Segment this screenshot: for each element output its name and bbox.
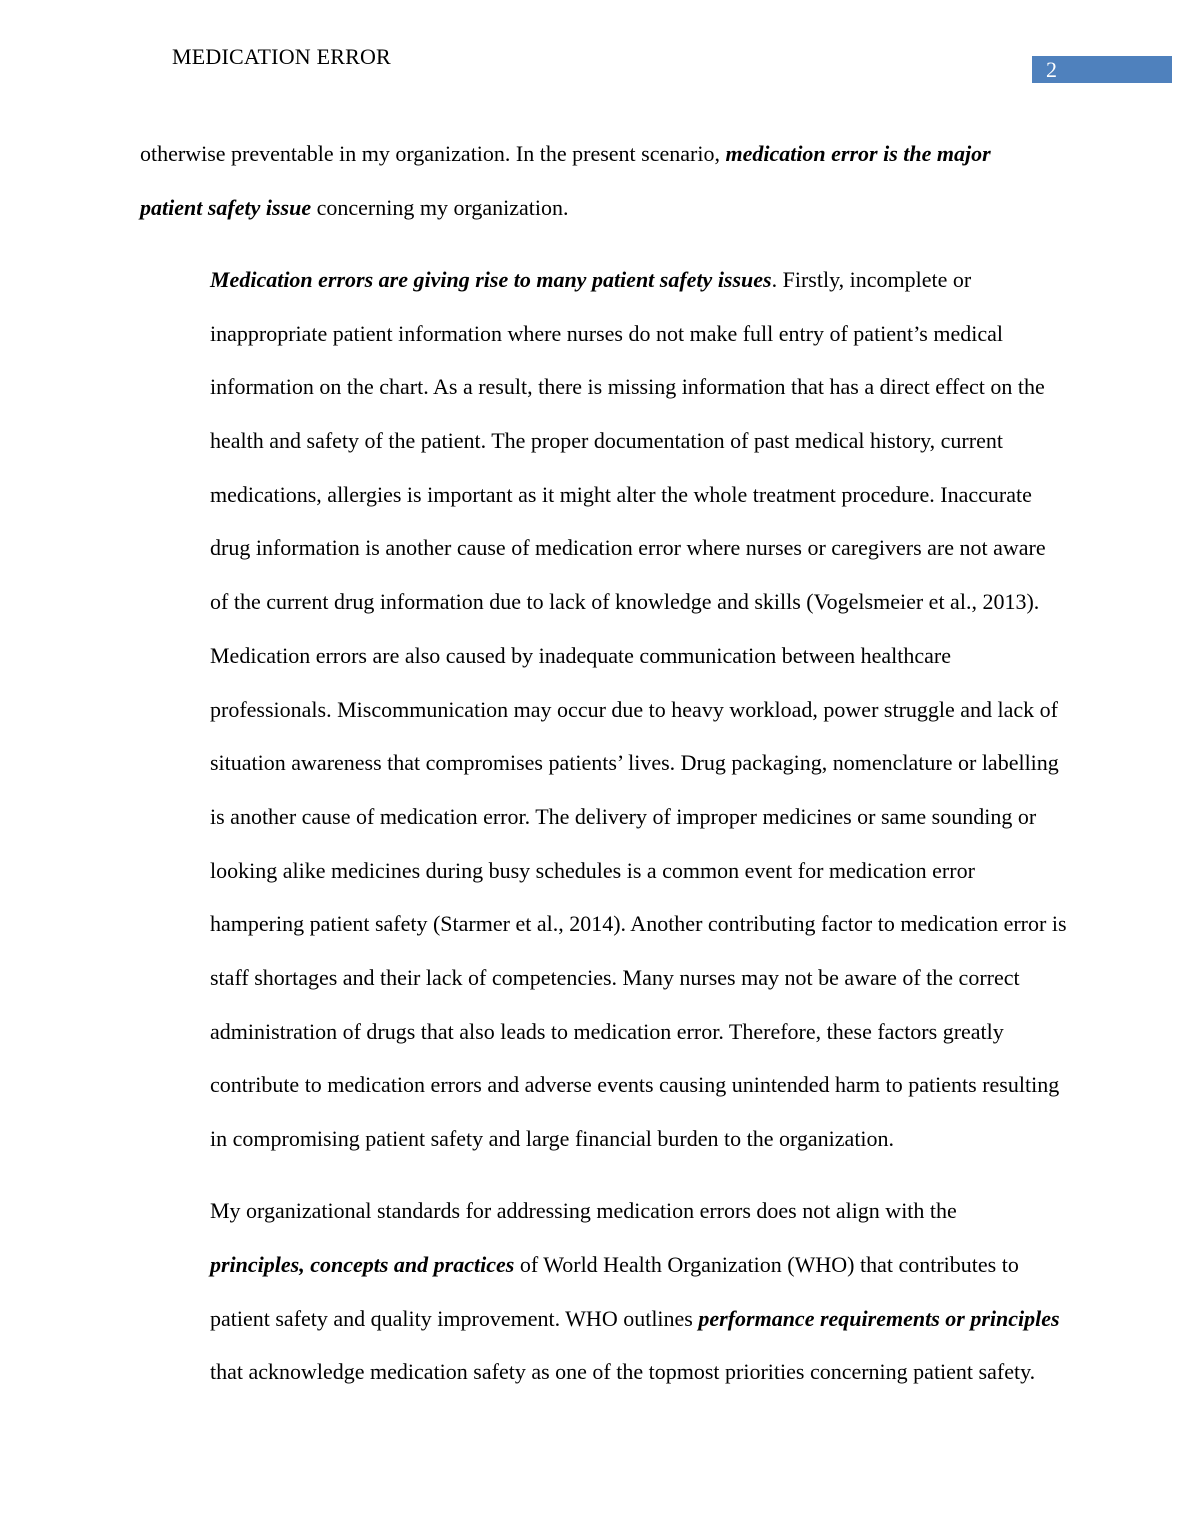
emphasis-run: principles, concepts and practices xyxy=(210,1252,515,1278)
text-line: looking alike medicines during busy schedules is a common event for medication error xyxy=(210,857,975,883)
text-line xyxy=(140,1238,1052,1292)
text-run: . Firstly, incomplete or xyxy=(771,266,972,292)
text-line: Medication errors are also caused by inadequate communication between healthcare xyxy=(210,642,951,668)
text-line: administration of drugs that also leads to medication error. Therefore, these factors greatly xyxy=(210,1018,1004,1044)
text-line: information on the chart. As a result, there is missing information that has a direct effect on the xyxy=(210,374,1045,400)
text-line: inappropriate patient information where nurses do not make full entry of patient’s medical xyxy=(210,320,1003,346)
text-line: medications, allergies is important as it might alter the whole treatment procedure. Inaccurate xyxy=(210,481,1032,507)
text-line: of the current drug information due to lack of knowledge and skills (Vogelsmeier et al., 2013). xyxy=(210,589,1040,615)
emphasis-run: patient safety issue xyxy=(140,194,312,220)
text-line: in compromising patient safety and large financial burden to the organization. xyxy=(210,1126,895,1152)
text-line: professionals. Miscommunication may occur due to heavy workload, power struggle and lack of xyxy=(210,696,1058,722)
text-line: drug information is another cause of medication error where nurses or caregivers are not aware xyxy=(210,535,1046,561)
text-line: health and safety of the patient. The proper documentation of past medical history, current xyxy=(210,428,1003,454)
page-number: 2 xyxy=(1046,57,1057,82)
text-line: My organizational standards for addressing medication errors does not align with the xyxy=(210,1198,957,1224)
text-line: contribute to medication errors and adverse events causing unintended harm to patients resulting xyxy=(210,1072,1060,1098)
text-line: that acknowledge medication safety as one of the topmost priorities concerning patient safety. xyxy=(210,1359,1036,1385)
page-number-box xyxy=(1032,56,1172,83)
text-run: of World Health Organization (WHO) that contributes to xyxy=(514,1252,1019,1278)
document-body xyxy=(140,127,1067,1399)
text-line: hampering patient safety (Starmer et al., 2014). Another contributing factor to medication error is xyxy=(210,911,1067,937)
text-line xyxy=(140,1292,1060,1346)
text-line xyxy=(140,253,1052,307)
text-line xyxy=(140,181,1052,235)
text-line: situation awareness that compromises patients’ lives. Drug packaging, nomenclature or labelling xyxy=(210,750,1059,776)
emphasis-run: Medication errors are giving rise to many patient safety issues xyxy=(210,266,772,292)
text-run: otherwise preventable in my organization. In the present scenario, xyxy=(140,141,726,166)
text-line xyxy=(140,127,1052,181)
text-line: is another cause of medication error. The delivery of improper medicines or same sounding or xyxy=(210,803,1037,829)
text-run: patient safety and quality improvement. WHO outlines xyxy=(210,1305,699,1331)
paragraph xyxy=(140,1184,1060,1399)
text-line: staff shortages and their lack of competencies. Many nurses may not be aware of the correct xyxy=(210,965,1020,991)
emphasis-run: performance requirements or principles xyxy=(698,1305,1060,1331)
running-head: MEDICATION ERROR xyxy=(172,44,391,69)
emphasis-run: medication error is the major xyxy=(725,141,991,166)
paragraph xyxy=(140,127,1052,234)
text-run: concerning my organization. xyxy=(311,194,569,220)
paragraph xyxy=(140,253,1067,1166)
